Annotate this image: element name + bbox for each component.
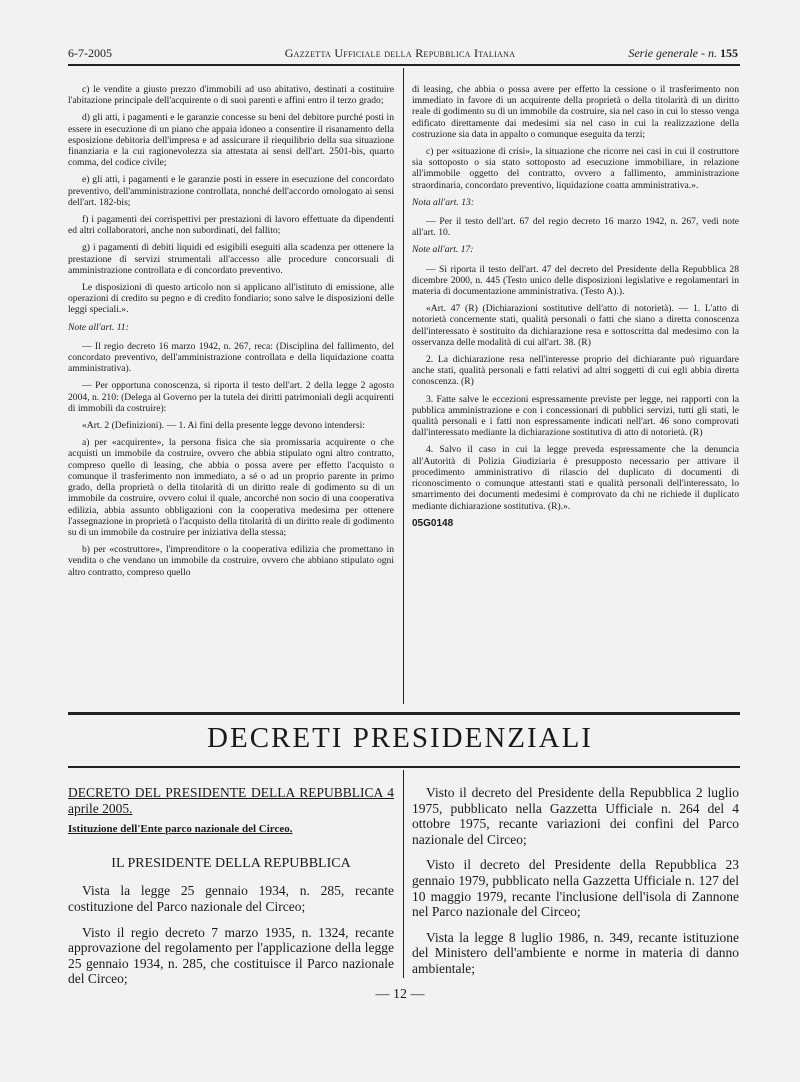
paragraph: — Si riporta il testo dell'art. 47 del decreto del Presidente della Repubblica 28 dicembre 2000, n. 445 (Testo unico delle disposizioni legislative e regolamentari in materia di documentazione amministrativa. (Testo A).). bbox=[412, 263, 739, 298]
paragraph: «Art. 2 (Definizioni). — 1. Ai fini della presente legge devono intendersi: bbox=[82, 420, 365, 432]
paragraph: Vista la legge 25 gennaio 1934, n. 285, recante costituzione del Parco nazionale del Circeo; bbox=[68, 883, 394, 914]
paragraph: — Il regio decreto 16 marzo 1942, n. 267, reca: (Disciplina del fallimento, del concordato preventivo, dell'amministrazione controllata e della liquidazione coatta amministrativa). bbox=[68, 340, 394, 375]
paragraph: g) i pagamenti di debiti liquidi ed esigibili eseguiti alla scadenza per ottenere la prestazione di servizi strumentali all'accesso alle procedure concorsuali di amministrazione controllata e di concordato preventivo. bbox=[68, 242, 394, 276]
header-title: Gazzetta Ufficiale della Repubblica Italiana bbox=[284, 46, 516, 60]
column-divider bbox=[403, 68, 404, 704]
paragraph: c) per «situazione di crisi», la situazione che ricorre nei casi in cui il costruttore sia sottoposto o sia stato sottoposto ad esecuzione immobiliare, in relazione all'immobile oggetto del contratto, ovvero a fallimento, amministrazione straordinaria, concordato preventivo, liquidazione coatta amministrativa.». bbox=[412, 146, 739, 191]
note-heading: Note all'art. 11: bbox=[68, 321, 129, 333]
paragraph: — Per opportuna conoscenza, si riporta il testo dell'art. 2 della legge 2 agosto 2004, n. 210: (Delega al Governo per la tutela dei diritti patrimoniali degli acquirenti di immobili da costruire): bbox=[68, 380, 394, 414]
paragraph: Visto il regio decreto 7 marzo 1935, n. 1324, recante approvazione del regolamento per l'applicazione della legge 25 gennaio 1934, n. 285, che costituisce il Parco nazionale del Circeo; bbox=[68, 924, 394, 987]
decree-left-column bbox=[68, 785, 394, 997]
paragraph: di leasing, che abbia o possa avere per effetto la cessione o il trasferimento non immediato in favore di un acquirente della proprietà o della titolarità di un diritto reale di godimento su di un immobile da costruire, sia nel caso in cui lo stesso venga edificato direttamente dai medesimi sia nel caso in cui la realizzazione della costruzione sia data in appalto o comunque eseguita da terzi; bbox=[412, 84, 739, 140]
paragraph: c) le vendite a giusto prezzo d'immobili ad uso abitativo, destinati a costituire l'abitazione principale dell'acquirente o di suoi parenti e affini entro il terzo grado; bbox=[68, 84, 394, 107]
document-code: 05G0148 bbox=[412, 517, 454, 529]
paragraph: d) gli atti, i pagamenti e le garanzie concesse su beni del debitore purché posti in essere in esecuzione di un piano che appaia idoneo a consentire il risanamento della esposizione debitoria dell'impresa e ad assicurare il riequilibrio della sua situazione finanziaria e la cui ragionevolezza sia attestata ai sensi dell'art. 2501-bis, quarto comma, del codice civile; bbox=[68, 112, 394, 169]
header-date: 6-7-2005 bbox=[68, 46, 112, 60]
paragraph: 4. Salvo il caso in cui la legge preveda espressamente che la denuncia all'Autorità di Polizia Giudiziaria è presupposto necessario per attivare il procedimento amministrativo di rilascio del duplicato di documenti di riconoscimento o comunque attestanti stati e qualità personali dell'interessato, lo smarrimento dei documenti medesimi è comprovato da chi ne richiede il duplicato mediante dichiarazione sostitutiva. (R).». bbox=[412, 444, 739, 512]
paragraph: «Art. 47 (R) (Dichiarazioni sostitutive dell'atto di notorietà). — 1. L'atto di notorietà concernente stati, qualità personali o fatti che siano a diretta conoscenza dell'interessato è sostituito da dichiarazione resa e sottoscritta dal medesimo con la osservanza delle modalità di cui all'art. 38. (R) bbox=[412, 303, 739, 348]
header-serie bbox=[628, 46, 738, 61]
note-heading: Nota all'art. 13: bbox=[412, 196, 475, 208]
header-rule bbox=[68, 64, 740, 66]
serie-number: 155 bbox=[720, 46, 738, 60]
section-rule-bottom bbox=[68, 766, 740, 768]
left-column bbox=[68, 84, 394, 584]
decree-right-column bbox=[412, 785, 739, 987]
section-rule-top bbox=[68, 712, 740, 715]
serie-label: Serie generale - n. bbox=[628, 46, 717, 60]
decree-heading: DECRETO DEL PRESIDENTE DELLA REPUBBLICA 4 aprile 2005. bbox=[68, 785, 394, 816]
paragraph: — Per il testo dell'art. 67 del regio decreto 16 marzo 1942, n. 267, vedi note all'art. 10. bbox=[412, 216, 739, 239]
paragraph: e) gli atti, i pagamenti e le garanzie posti in essere in esecuzione del concordato preventivo, dell'amministrazione controllata, nonché dell'accordo omologato ai sensi dell'art. 182-bis; bbox=[68, 174, 394, 208]
decree-subject: Istituzione dell'Ente parco nazionale del Circeo. bbox=[68, 823, 293, 836]
paragraph: a) per «acquirente», la persona fisica che sia promissaria acquirente o che acquisti un immobile da costruire, ovvero che abbia stipulato ogni altro contratto, compreso quello di leasing, che abbia o possa avere per effetto l'acquisto o comunque il trasferimento non immediato, a sé o ad un proprio parente in primo grado, della proprietà o della titolarità di un diritto reale di godimento su di un immobile da costruire, ovvero colui il quale, ancorché non socio di una cooperativa edilizia, abbia assunto obbligazioni con la cooperativa medesima per ottenere l'assegnazione in proprietà o l'acquisto della titolarità di un diritto reale di godimento su di un immobile da costruire per iniziativa della stessa; bbox=[68, 437, 394, 538]
paragraph: Visto il decreto del Presidente della Repubblica 23 gennaio 1979, pubblicato nella Gazzetta Ufficiale n. 127 del 10 maggio 1979, recante l'inclusione dell'isola di Zannone nel Parco nazionale del Circeo; bbox=[412, 857, 739, 920]
right-column bbox=[412, 84, 739, 535]
paragraph: f) i pagamenti dei corrispettivi per prestazioni di lavoro effettuate da dipendenti ed altri collaboratori, anche non subordinati, del fallito; bbox=[68, 214, 394, 237]
section-title: DECRETI PRESIDENZIALI bbox=[207, 722, 593, 754]
paragraph: 3. Fatte salve le eccezioni espressamente previste per legge, nei rapporti con la pubblica amministrazione e con i concessionari di pubblici servizi, tutti gli stati, le qualità personali e i fatti non espressamente indicati nell'art. 46 sono comprovati dall'interessato mediante la dichiarazione sostitutiva di atto di notorietà. (R) bbox=[412, 393, 739, 439]
note-heading: Note all'art. 17: bbox=[412, 244, 474, 256]
paragraph: Vista la legge 8 luglio 1986, n. 349, recante istituzione del Ministero dell'ambiente e norme in materia di danno ambientale; bbox=[412, 929, 739, 976]
page-number: — 12 — bbox=[375, 987, 425, 1002]
decree-column-divider bbox=[403, 770, 404, 978]
paragraph: Visto il decreto del Presidente della Repubblica 2 luglio 1975, pubblicato nella Gazzetta Ufficiale n. 264 del 4 ottobre 1975, recante variazioni dei confini del Parco nazionale del Circeo; bbox=[412, 785, 739, 847]
paragraph: 2. La dichiarazione resa nell'interesse proprio del dichiarante può riguardare anche stati, qualità personali e fatti relativi ad altri soggetti di cui egli abbia diretta conoscenza. (R) bbox=[412, 354, 739, 388]
president-heading: IL PRESIDENTE DELLA REPUBBLICA bbox=[111, 855, 351, 871]
paragraph: b) per «costruttore», l'imprenditore o la cooperativa edilizia che promettano in vendita o che vendano un immobile da costruire, ovvero che abbiano stipulato ogni altro contratto, compreso quello bbox=[68, 544, 394, 578]
paragraph: Le disposizioni di questo articolo non si applicano all'istituto di emissione, alle operazioni di credito su pegno e di credito fondiario; sono salve le disposizioni delle leggi speciali.». bbox=[68, 282, 394, 316]
